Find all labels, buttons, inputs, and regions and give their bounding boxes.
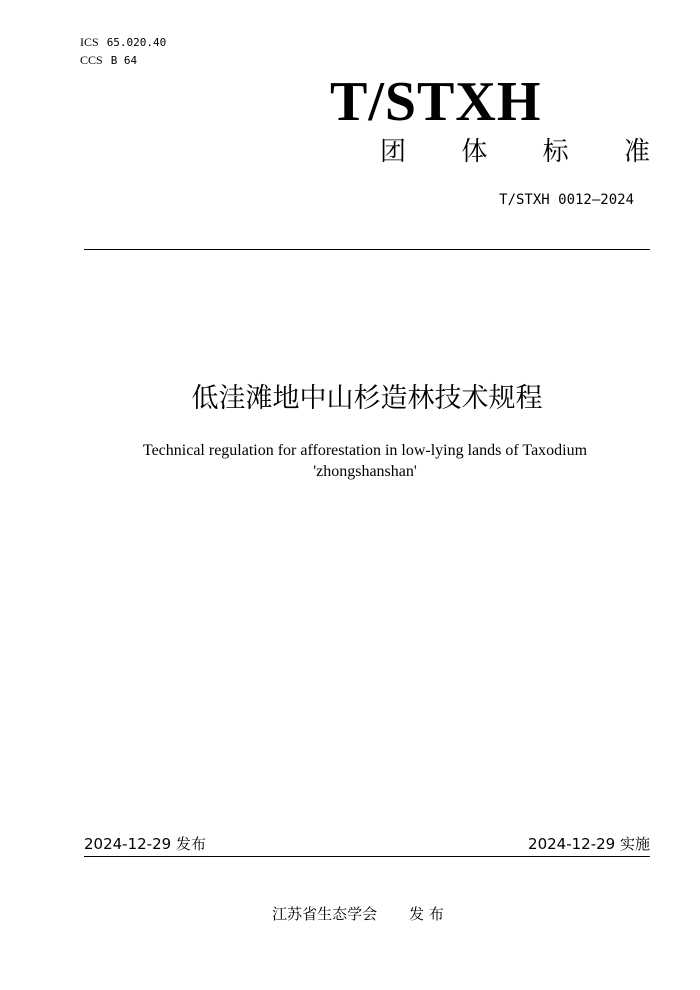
- standard-logo: T/STXH: [330, 71, 542, 133]
- issuer-name: 江苏省生态学会: [272, 905, 378, 923]
- ccs-classification: [80, 53, 137, 68]
- implement-date: 2024-12-29 实施: [528, 835, 650, 853]
- standard-type-char: 准: [623, 137, 650, 167]
- ics-label: ICS: [80, 35, 99, 49]
- title-english-line: Technical regulation for afforestation in low-lying lands of Taxodium: [142, 442, 588, 459]
- standard-number: T/STXH 0012—2024: [499, 192, 634, 208]
- title-english-line: 'zhongshanshan': [313, 463, 417, 480]
- standard-type-char: 团: [380, 137, 407, 167]
- header-divider: [84, 249, 650, 250]
- issuer-line: [0, 904, 700, 924]
- ccs-label: CCS: [80, 53, 103, 67]
- standard-type: [380, 135, 650, 169]
- publish-date: 2024-12-29 发布: [84, 835, 206, 853]
- title-chinese: 低洼滩地中山杉造林技术规程: [191, 383, 543, 414]
- ccs-code: B 64: [110, 54, 138, 67]
- standard-type-char: 体: [461, 137, 488, 167]
- standard-type-char: 标: [542, 137, 569, 167]
- ics-classification: [80, 35, 166, 50]
- title-english: [120, 440, 610, 482]
- issue-label: 发 布: [409, 905, 444, 923]
- ics-code: 65.020.40: [106, 36, 167, 49]
- footer-divider: [84, 856, 650, 857]
